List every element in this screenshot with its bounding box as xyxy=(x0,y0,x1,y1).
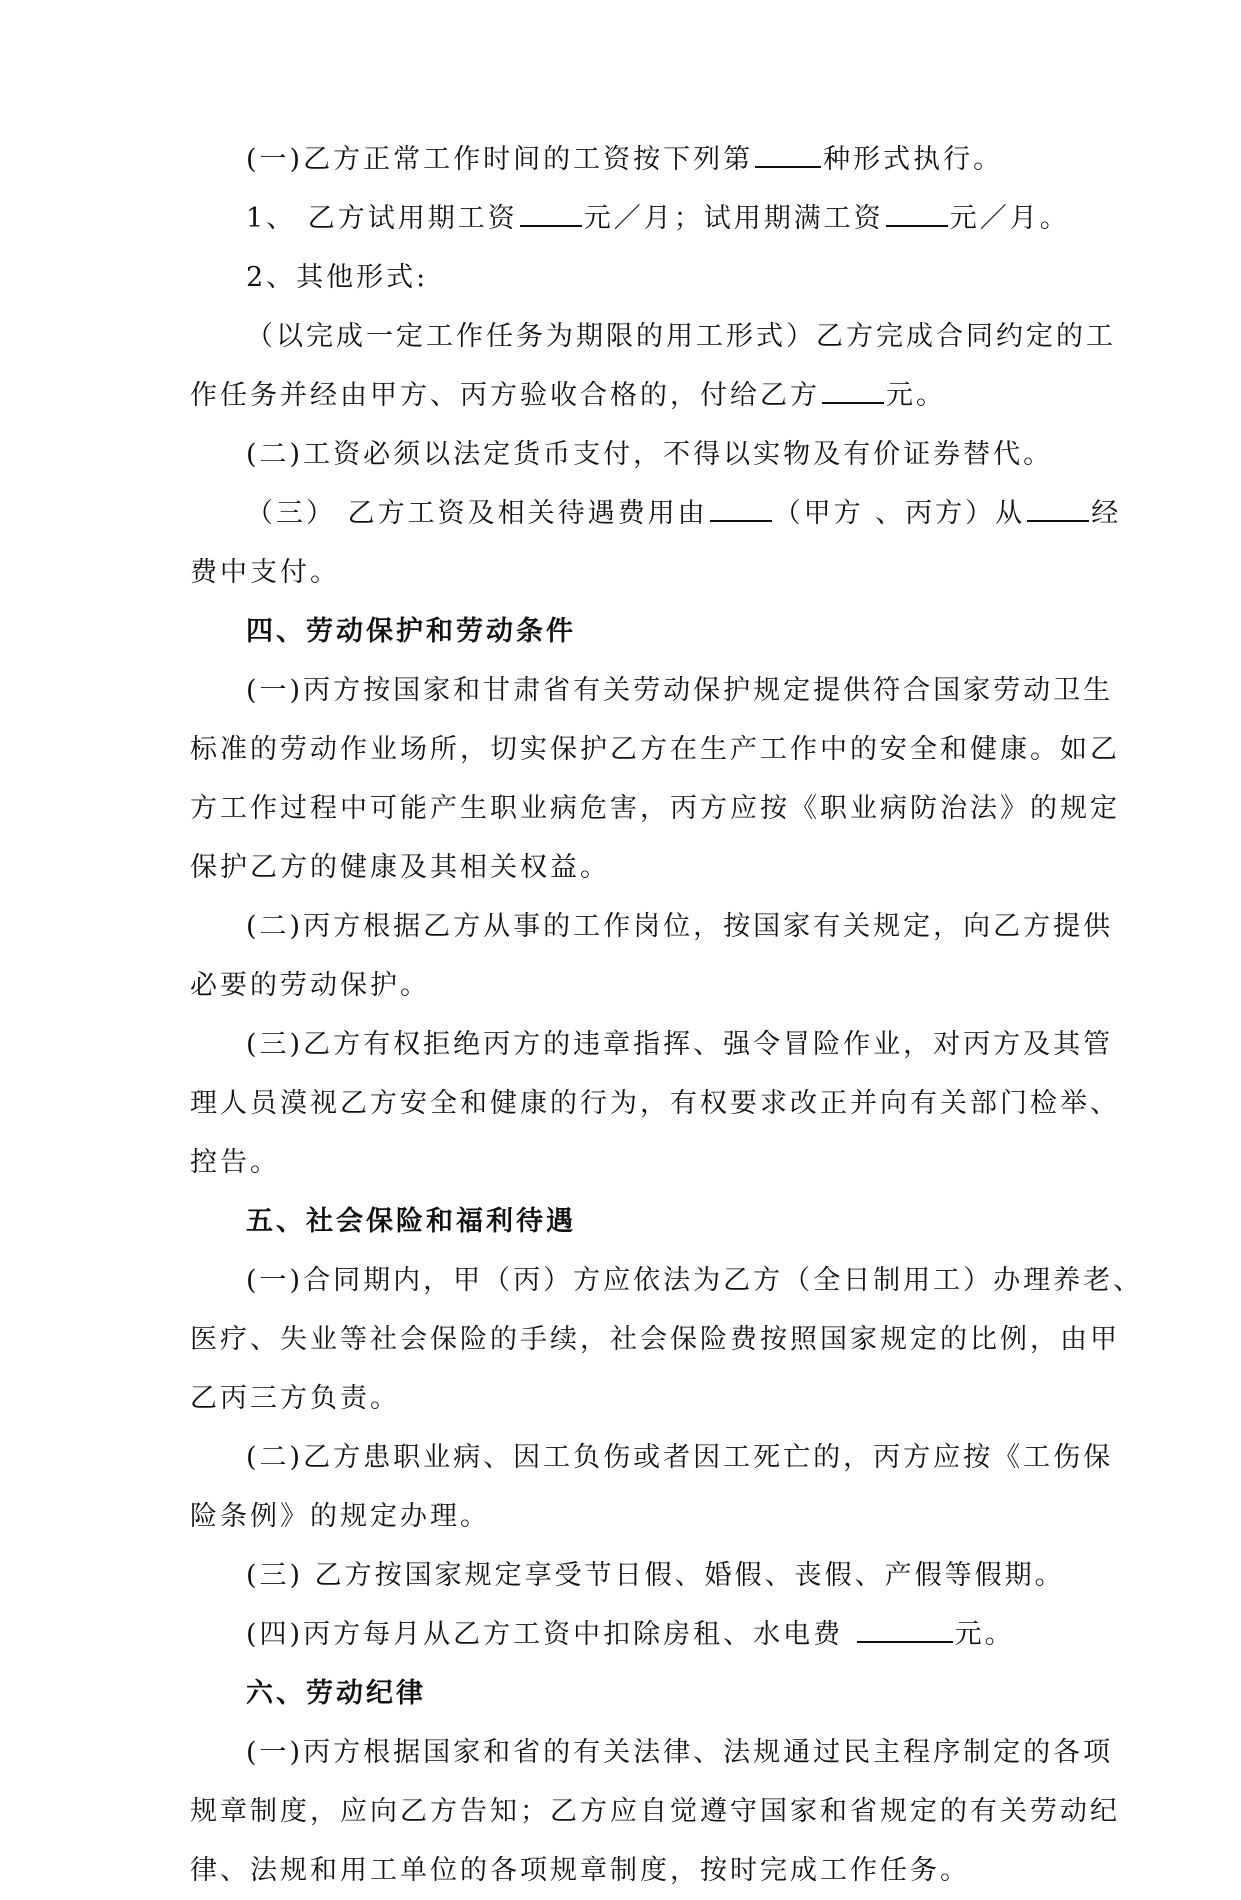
text-segment: （三） 乙方工资及相关待遇费用由 xyxy=(246,498,708,529)
text-segment: 费中支付。 xyxy=(190,557,340,588)
paragraph-line xyxy=(190,1310,1120,1369)
text-segment: (一)丙方按国家和甘肃省有关劳动保护规定提供符合国家劳动卫生 xyxy=(246,675,1114,706)
paragraph-line xyxy=(190,838,1091,897)
section-heading-5 xyxy=(190,1192,1091,1251)
fill-in-blank xyxy=(520,205,582,227)
paragraph-line xyxy=(190,779,1120,838)
text-segment: 元。 xyxy=(954,1619,1015,1650)
paragraph-line xyxy=(190,661,1114,720)
text-segment: 必要的劳动保护。 xyxy=(190,970,430,1001)
paragraph-line xyxy=(190,1369,1091,1428)
paragraph-line xyxy=(190,1251,1144,1310)
paragraph-line xyxy=(190,1487,1091,1546)
task-payment-line xyxy=(190,366,1091,425)
text-segment: (三)乙方有权拒绝丙方的违章指挥、强令冒险作业，对丙方及其管 xyxy=(246,1029,1114,1060)
text-segment: 标准的劳动作业场所，切实保护乙方在生产工作中的安全和健康。如乙 xyxy=(190,734,1120,765)
paragraph-line xyxy=(190,1015,1114,1074)
paragraph-line xyxy=(190,720,1120,779)
other-form-line xyxy=(190,248,1091,307)
text-segment: 种形式执行。 xyxy=(823,144,1004,175)
text-segment: （以完成一定工作任务为期限的用工形式）乙方完成合同约定的工 xyxy=(246,321,1116,352)
text-segment: (二)工资必须以法定货币支付，不得以实物及有价证券替代。 xyxy=(246,439,1054,470)
fill-in-blank xyxy=(886,205,948,227)
heading-text: 六、劳动纪律 xyxy=(246,1678,426,1709)
heading-text: 五、社会保险和福利待遇 xyxy=(246,1206,576,1237)
text-segment: 作任务并经由甲方、丙方验收合格的，付给乙方 xyxy=(190,380,820,411)
section-heading-4 xyxy=(190,602,1091,661)
text-segment: (二)丙方根据乙方从事的工作岗位，按国家有关规定，向乙方提供 xyxy=(246,911,1114,942)
paragraph-line xyxy=(190,1428,1114,1487)
text-segment: (一)合同期内，甲（丙）方应依法为乙方（全日制用工）办理养老、 xyxy=(246,1265,1144,1296)
text-segment: 理人员漠视乙方安全和健康的行为，有权要求改正并向有关部门检举、 xyxy=(190,1088,1120,1119)
text-segment: 方工作过程中可能产生职业病危害，丙方应按《职业病防治法》的规定 xyxy=(190,793,1120,824)
fill-in-blank xyxy=(710,500,772,522)
fill-in-blank xyxy=(822,382,884,404)
wage-source-line xyxy=(190,484,1122,543)
text-segment: 2、其他形式: xyxy=(246,262,429,293)
text-segment: 保护乙方的健康及其相关权益。 xyxy=(190,852,610,883)
text-segment: (三) 乙方按国家规定享受节日假、婚假、丧假、产假等假期。 xyxy=(246,1560,1065,1591)
text-segment: (一)丙方根据国家和省的有关法律、法规通过民主程序制定的各项 xyxy=(246,1737,1114,1768)
text-segment: 元／月。 xyxy=(949,203,1070,234)
paragraph-line xyxy=(190,897,1114,956)
text-segment: 律、法规和用工单位的各项规章制度，按时完成工作任务。 xyxy=(190,1855,970,1886)
paragraph-line xyxy=(190,1133,1091,1192)
section-heading-6 xyxy=(190,1664,1091,1723)
paragraph-line xyxy=(190,956,1091,1015)
text-segment: 元。 xyxy=(886,380,946,411)
text-segment: 控告。 xyxy=(190,1147,280,1178)
text-segment: (二)乙方患职业病、因工负伤或者因工死亡的，丙方应按《工伤保 xyxy=(246,1442,1114,1473)
text-segment: (一)乙方正常工作时间的工资按下列第 xyxy=(246,144,754,175)
text-segment: (四)丙方每月从乙方工资中扣除房租、水电费 xyxy=(246,1619,855,1650)
heading-text: 四、劳动保护和劳动条件 xyxy=(246,616,576,647)
wage-form-line xyxy=(190,130,1091,189)
task-based-line xyxy=(190,307,1116,366)
text-segment: 经 xyxy=(1091,498,1122,529)
text-segment: 规章制度，应向乙方告知；乙方应自觉遵守国家和省规定的有关劳动纪 xyxy=(190,1796,1120,1827)
paragraph-line xyxy=(190,1723,1114,1782)
text-segment: 1、 乙方试用期工资 xyxy=(246,203,518,234)
fill-in-blank xyxy=(1027,500,1089,522)
text-segment: 险条例》的规定办理。 xyxy=(190,1501,490,1532)
text-segment: 乙丙三方负责。 xyxy=(190,1383,400,1414)
currency-line xyxy=(190,425,1091,484)
fill-in-blank xyxy=(857,1621,953,1643)
paragraph-line xyxy=(190,1782,1120,1841)
text-segment: 元／月；试用期满工资 xyxy=(583,203,884,234)
paragraph-line xyxy=(190,1546,1091,1605)
text-segment: （甲方 、丙方）从 xyxy=(773,498,1026,529)
probation-wage-line xyxy=(190,189,1091,248)
rent-deduction-line xyxy=(190,1605,1091,1664)
text-segment: 医疗、失业等社会保险的手续，社会保险费按照国家规定的比例，由甲 xyxy=(190,1324,1120,1355)
wage-source-cont-line xyxy=(190,543,1091,602)
fill-in-blank xyxy=(755,146,821,168)
paragraph-line xyxy=(190,1074,1120,1133)
paragraph-line xyxy=(190,1841,1091,1900)
